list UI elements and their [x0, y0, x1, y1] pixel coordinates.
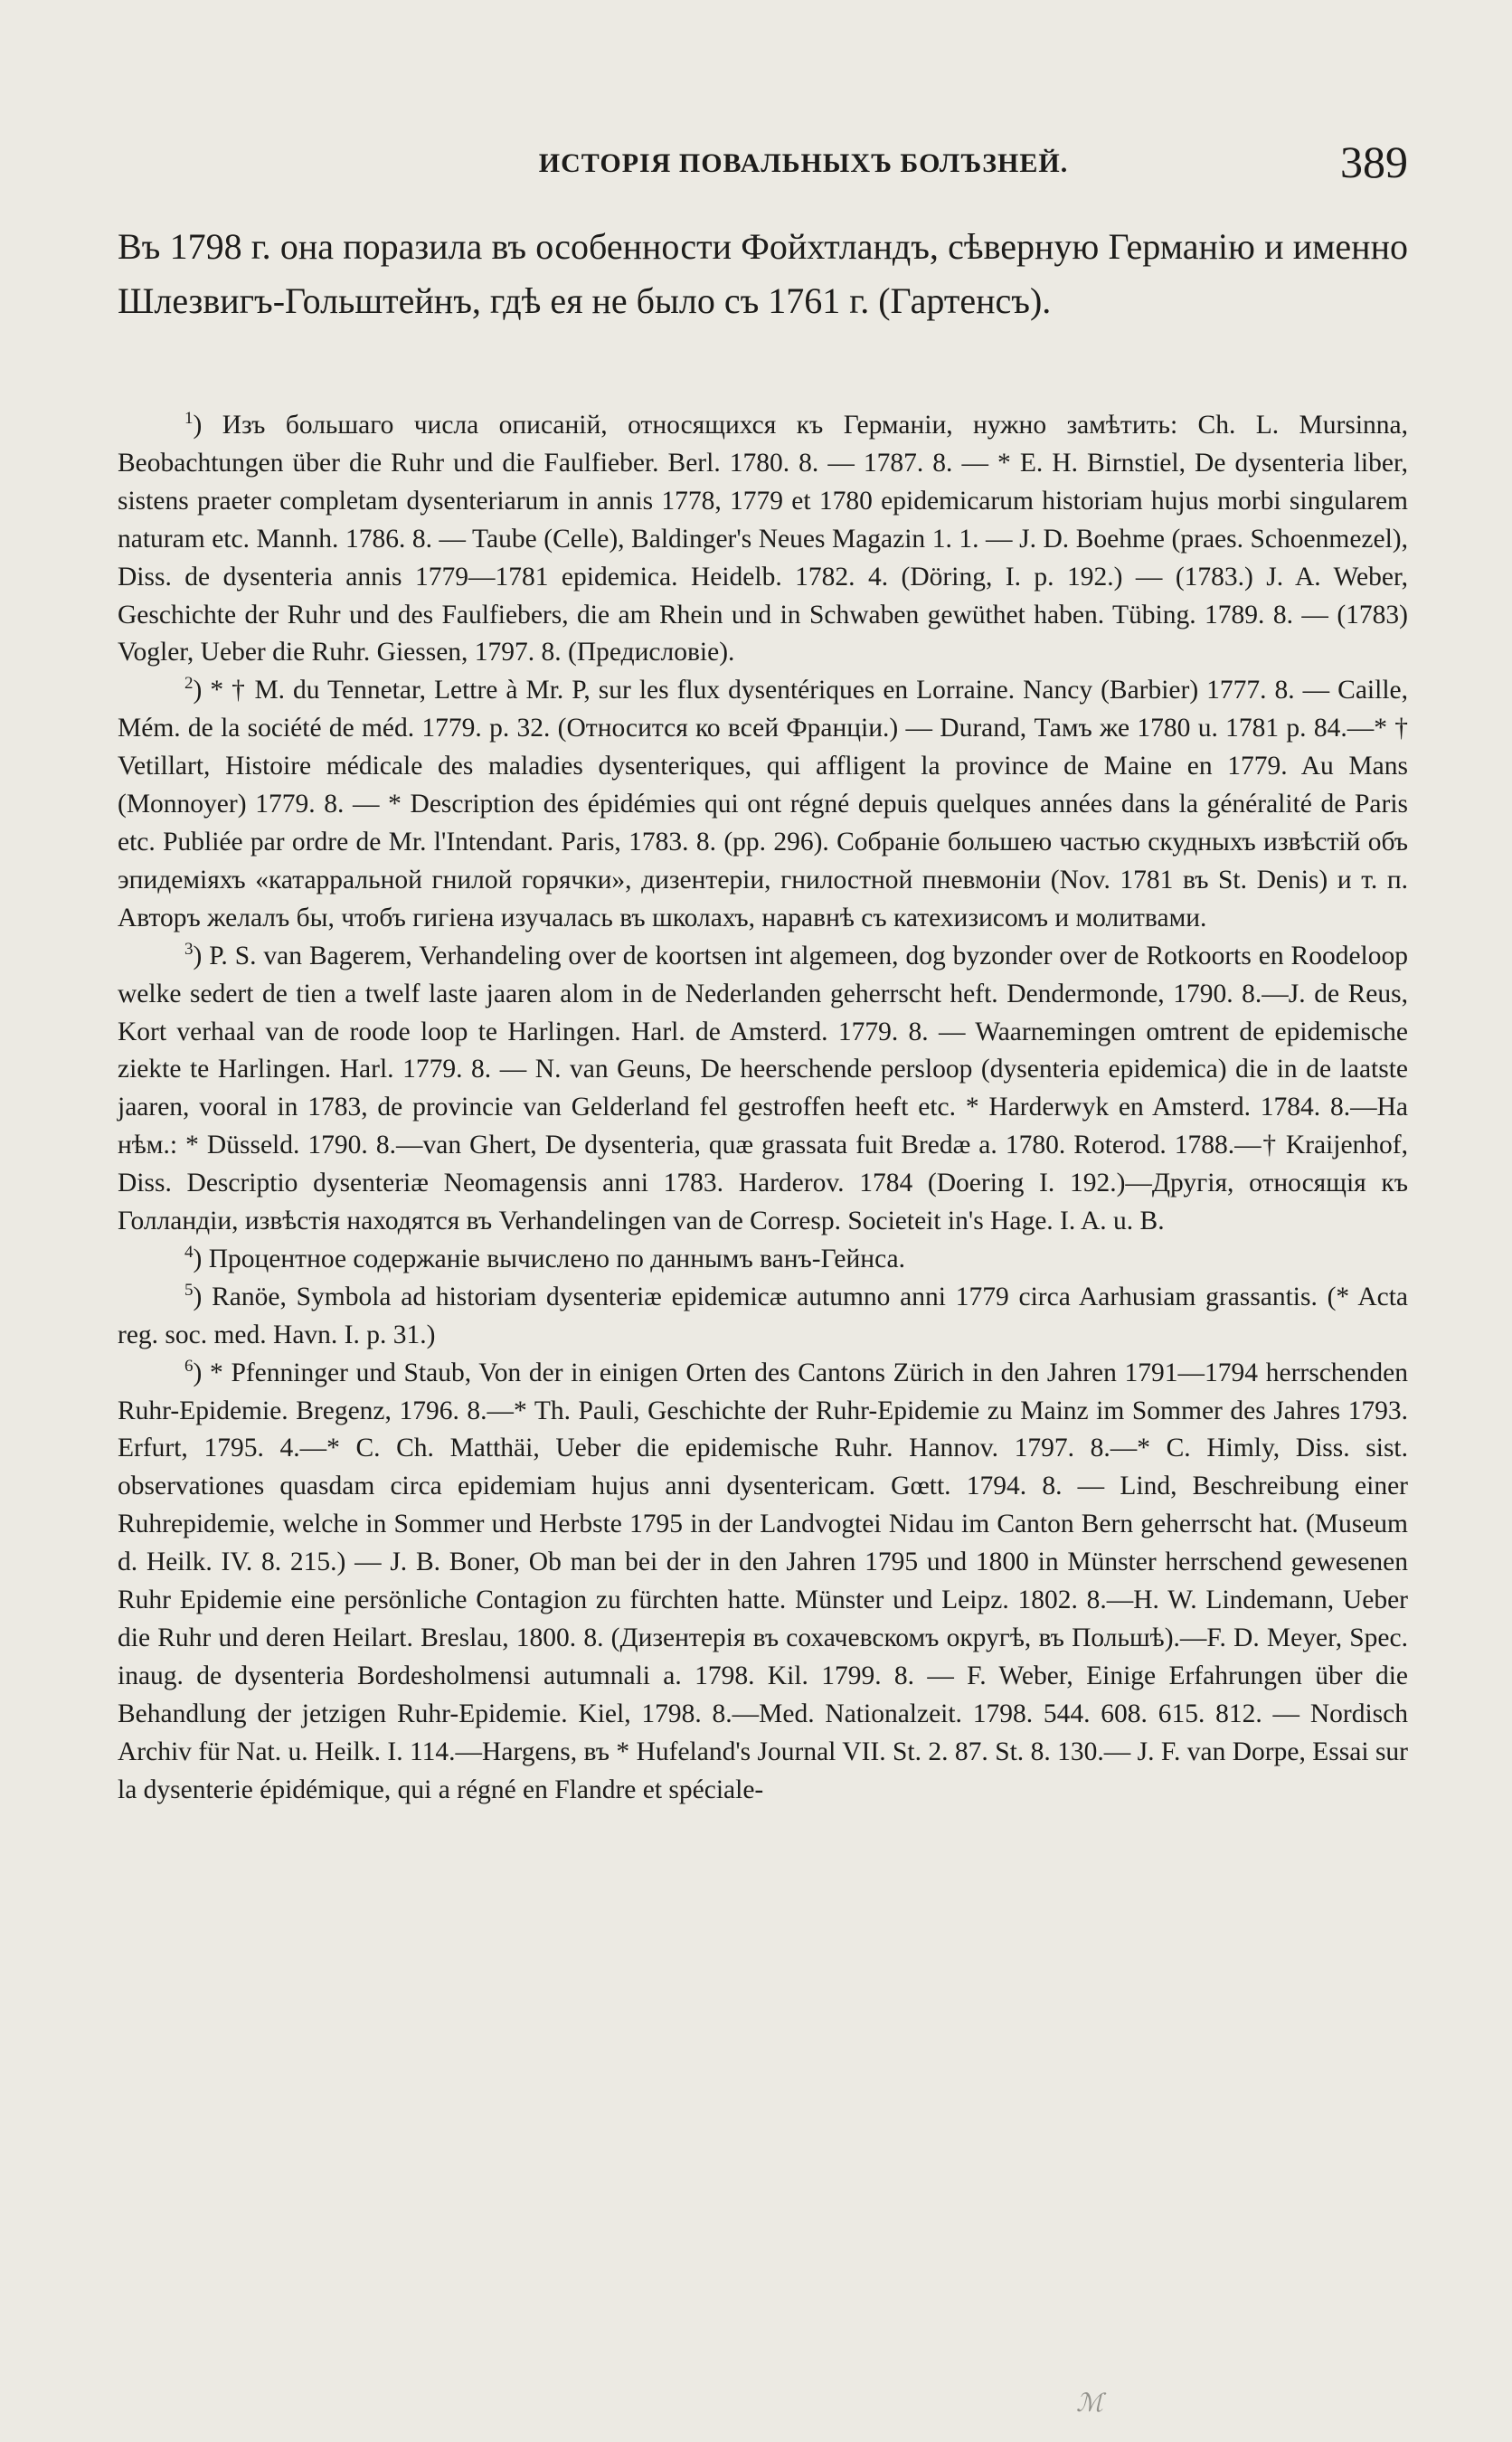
footnote-3: $^3$) P. S. van Bagerem, Verhandeling over de koortsen int algemeen, dog byzonder over de Rotkoorts en Roodeloop welke sedert de tien a twelf laste jaaren alom in de Nederlanden geherrscht heft. Dendermonde, 1790. 8.—J. de Reus, Kort verhaal van de roode loop te Harlingen. Harl. de Amsterd. 1779. 8. — Waarnemingen omtrent de epidemische ziekte te Harlingen. Harl. 1779. 8. — N. van Geuns, De heerschende persloop (dysenteria epidemica) die in de laatste jaaren, vooral in 1783, de provincie van Gelderland fel gestroffen heeft etc. * Harderwyk en Amsterd. 1784. 8.—На нѣм.: * Düsseld. 1790. 8.—van Ghert, De dysenteria, quæ grassata fuit Bredæ a. 1780. Roterod. 1788.—† Kraijenhof, Diss. Descriptio dysenteriæ Neomagensis anni 1783. Harderov. 1784 (Doering I. 192.)—Другія, относящія къ Голландіи, извѣстія находятся въ Verhandelingen van de Corresp. Societeit in's Hage. I. A. u. B.	[118, 939, 1409, 1236]
footnote-marker: 3	[184, 939, 194, 959]
footnote-text: Процентное содержаніе вычислено по даннымъ ванъ-Гейнса.	[208, 1244, 906, 1273]
footnote-2: $^2$) * † M. du Tennetar, Lettre à Mr. P, sur les flux dysentériques en Lorraine. Nancy (Barbier) 1777. 8. — Caille, Mém. de la société de méd. 1779. p. 32. (Относится ко всей Франціи.) — Durand, Тамъ же 1780 u. 1781 p. 84.—* † Vetillart, Histoire médicale des maladies dysenteriques, qui affligent la province de Maine en 1779. Au Mans (Monnoyer) 1779. 8. — * Description des épidémies qui ont régné depuis quelques années dans la généralité de Paris etc. Publiée par ordre de Mr. l'Intendant. Paris, 1783. 8. (pp. 296). Собраніе большею частью скудныхъ извѣстій объ эпидеміяхъ «катарральной гнилой горячки», дизентеріи, гнилостной пневмоніи (Nov. 1781 въ St. Denis) и т. п. Авторъ желалъ бы, чтобъ гигіена изучалась въ школахъ, наравнѣ съ катехизисомъ и молитвами.	[118, 674, 1408, 932]
footnote-marker: 6	[184, 1356, 194, 1376]
main-paragraph: Въ 1798 г. она поразила въ особенности Фойхтландъ, сѣверную Германію и именно Шлезвигъ-Гольштейнъ, гдѣ ея не было съ 1761 г. (Гартенсъ).	[118, 226, 1408, 321]
footnote-text: Изъ большаго числа описаній, относящихся къ Германіи, нужно замѣтить: Ch. L. Mursinna, Beobachtungen über die Ruhr und die Faulfieber. Berl. 1780. 8. — 1787. 8. — * E. H. Birnstiel, De dysenteria liber, sistens praeter completam dysenteriarum in annis 1778, 1779 et 1780 epidemicarum historiam hujus morbi singularem naturam etc. Mannh. 1786. 8. — Taube (Celle), Baldinger's Neues Magazin 1. 1. — J. D. Boehme (praes. Schoenmezel), Diss. de dysenteria annis 1779—1781 epidemica. Heidelb. 1782. 4. (Döring, I. p. 192.) — (1783.) J. A. Weber, Geschichte der Ruhr und des Faulfiebers, die am Rhein und in Schwaben gewüthet haben. Tübing. 1789. 8. — (1783) Vogler, Ueber die Ruhr. Giessen, 1797. 8. (Предисловіе).	[118, 411, 1408, 667]
footnotes	[118, 407, 1408, 1810]
footnote-marker: 4	[184, 1243, 194, 1263]
page-header	[118, 136, 1408, 190]
footnote-4: $^4$) Процентное содержаніе вычислено по даннымъ ванъ-Гейнса.	[184, 1243, 906, 1273]
footnote-text: * Pfenninger und Staub, Von der in einigen Orten des Cantons Zürich in den Jahren 1791—1794 herrschenden Ruhr-Epidemie. Bregenz, 1796. 8.—* Th. Pauli, Geschichte der Ruhr-Epidemie zu Mainz im Sommer des Jahres 1793. Erfurt, 1795. 4.—* C. Ch. Matthäi, Ueber die epidemische Ruhr. Hannov. 1797. 8.—* C. Himly, Diss. sist. observationes quasdam circa epidemiam hujus anni dysentericam. Gœtt. 1794. 8. — Lind, Beschreibung einer Ruhrepidemie, welche in Sommer und Herbste 1795 in der Landvogtei Nidau im Canton Bern geherrscht hat. (Museum d. Heilk. IV. 8. 215.) — J. B. Boner, Ob man bei der in den Jahren 1795 und 1800 in Münster herrschend gewesenen Ruhr Epidemie eine persönliche Contagion zu fürchten hatte. Münster und Leipz. 1802. 8.—H. W. Lindemann, Ueber die Ruhr und deren Heilart. Breslau, 1800. 8. (Дизентерія въ сохачевскомъ округѣ, въ Польшѣ).—F. D. Meyer, Spec. inaug. de dysenteria Bordesholmensi autumnali a. 1798. Kil. 1799. 8. — F. Weber, Einige Erfahrungen über die Behandlung der jetzigen Ruhr-Epidemie. Kiel, 1798. 8.—Med. Nationalzeit. 1798. 544. 608. 615. 812. — Nordisch Archiv für Nat. u. Heilk. I. 114.—Hargens, въ * Hufeland's Journal VII. St. 2. 87. St. 8. 130.— J. F. van Dorpe, Essai sur la dysenterie épidémique, qui a régné en Flandre et spéciale-	[118, 1358, 1408, 1804]
footnote-marker: 2	[184, 674, 194, 694]
running-head: ИСТОРІЯ ПОВАЛЬНЫХЪ БОЛЪЗНЕЙ.	[538, 148, 1069, 178]
footnote-1: $^1$) Изъ большаго числа описаній, относящихся къ Германіи, нужно замѣтить: Ch. L. Mursinna, Beobachtungen über die Ruhr und die Faulfieber. Berl. 1780. 8. — 1787. 8. — * E. H. Birnstiel, De dysenteria liber, sistens praeter completam dysenteriarum in annis 1778, 1779 et 1780 epidemicarum historiam hujus morbi singularem naturam etc. Mannh. 1786. 8. — Taube (Celle), Baldinger's Neues Magazin 1. 1. — J. D. Boehme (praes. Schoenmezel), Diss. de dysenteria annis 1779—1781 epidemica. Heidelb. 1782. 4. (Döring, I. p. 192.) — (1783.) J. A. Weber, Geschichte der Ruhr und des Faulfiebers, die am Rhein und in Schwaben gewüthet haben. Tübing. 1789. 8. — (1783) Vogler, Ueber die Ruhr. Giessen, 1797. 8. (Предисловіе).	[118, 409, 1408, 667]
footnote-text: Ranöe, Symbola ad historiam dysenteriæ epidemicæ autumno anni 1779 circa Aarhusiam grassantis. (* Acta reg. soc. med. Havn. I. p. 31.)	[118, 1282, 1408, 1349]
footnote-marker: 1	[184, 409, 194, 429]
footnote-text: * † M. du Tennetar, Lettre à Mr. P, sur les flux dysentériques en Lorraine. Nancy (Barbier) 1777. 8. — Caille, Mém. de la société de méd. 1779. p. 32. (Относится ко всей Франціи.) — Durand, Тамъ же 1780 u. 1781 p. 84.—* † Vetillart, Histoire médicale des maladies dysenteriques, qui affligent la province de Maine en 1779. Au Mans (Monnoyer) 1779. 8. — * Description des épidémies qui ont régné depuis quelques années dans la généralité de Paris etc. Publiée par ordre de Mr. l'Intendant. Paris, 1783. 8. (pp. 296). Собраніе большею частью скудныхъ извѣстій объ эпидеміяхъ «катарральной гнилой горячки», дизентеріи, гнилостной пневмоніи (Nov. 1781 въ St. Denis) и т. п. Авторъ желалъ бы, чтобъ гигіена изучалась въ школахъ, наравнѣ съ катехизисомъ и молитвами.	[118, 676, 1408, 932]
footnote-marker: 5	[184, 1281, 194, 1301]
page-number: 389	[1340, 137, 1408, 187]
footnote-6: $^6$) * Pfenninger und Staub, Von der in einigen Orten des Cantons Zürich in den Jahren 1791—1794 herrschenden Ruhr-Epidemie. Bregenz, 1796. 8.—* Th. Pauli, Geschichte der Ruhr-Epidemie zu Mainz im Sommer des Jahres 1793. Erfurt, 1795. 4.—* C. Ch. Matthäi, Ueber die epidemische Ruhr. Hannov. 1797. 8.—* C. Himly, Diss. sist. observationes quasdam circa epidemiam hujus anni dysentericam. Gœtt. 1794. 8. — Lind, Beschreibung einer Ruhrepidemie, welche in Sommer und Herbste 1795 in der Landvogtei Nidau im Canton Bern geherrscht hat. (Museum d. Heilk. IV. 8. 215.) — J. B. Boner, Ob man bei der in den Jahren 1795 und 1800 in Münster herrschend gewesenen Ruhr Epidemie eine persönliche Contagion zu fürchten hatte. Münster und Leipz. 1802. 8.—H. W. Lindemann, Ueber die Ruhr und deren Heilart. Breslau, 1800. 8. (Дизентерія въ сохачевскомъ округѣ, въ Польшѣ).—F. D. Meyer, Spec. inaug. de dysenteria Bordesholmensi autumnali a. 1798. Kil. 1799. 8. — F. Weber, Einige Erfahrungen über die Behandlung der jetzigen Ruhr-Epidemie. Kiel, 1798. 8.—Med. Nationalzeit. 1798. 544. 608. 615. 812. — Nordisch Archiv für Nat. u. Heilk. I. 114.—Hargens, въ * Hufeland's Journal VII. St. 2. 87. St. 8. 130.— J. F. van Dorpe, Essai sur la dysenterie épidémique, qui a régné en Flandre et spéciale-	[118, 1356, 1408, 1804]
footnote-text: P. S. van Bagerem, Verhandeling over de koortsen int algemeen, dog byzonder over de Rotkoorts en Roodeloop welke sedert de tien a twelf laste jaaren alom in de Nederlanden geherrscht heft. Dendermonde, 1790. 8.—J. de Reus, Kort verhaal van de roode loop te Harlingen. Harl. de Amsterd. 1779. 8. — Waarnemingen omtrent de epidemische ziekte te Harlingen. Harl. 1779. 8. — N. van Geuns, De heerschende persloop (dysenteria epidemica) die in de laatste jaaren, vooral in 1783, de provincie van Gelderland fel gestroffen heeft etc. * Harderwyk en Amsterd. 1784. 8.—На нѣм.: * Düsseld. 1790. 8.—van Ghert, De dysenteria, quæ grassata fuit Bredæ a. 1780. Roterod. 1788.—† Kraijenhof, Diss. Descriptio dysenteriæ Neomagensis anni 1783. Harderov. 1784 (Doering I. 192.)—Другія, относящія къ Голландіи, извѣстія находятся въ Verhandelingen van de Corresp. Societeit in's Hage. I. A. u. B.	[118, 941, 1409, 1236]
footer-mark: ℳ	[1076, 2388, 1103, 2418]
footnote-5: $^5$) Ranöe, Symbola ad historiam dysenteriæ epidemicæ autumno anni 1779 circa Aarhusiam grassantis. (* Acta reg. soc. med. Havn. I. p. 31.)	[118, 1281, 1408, 1349]
